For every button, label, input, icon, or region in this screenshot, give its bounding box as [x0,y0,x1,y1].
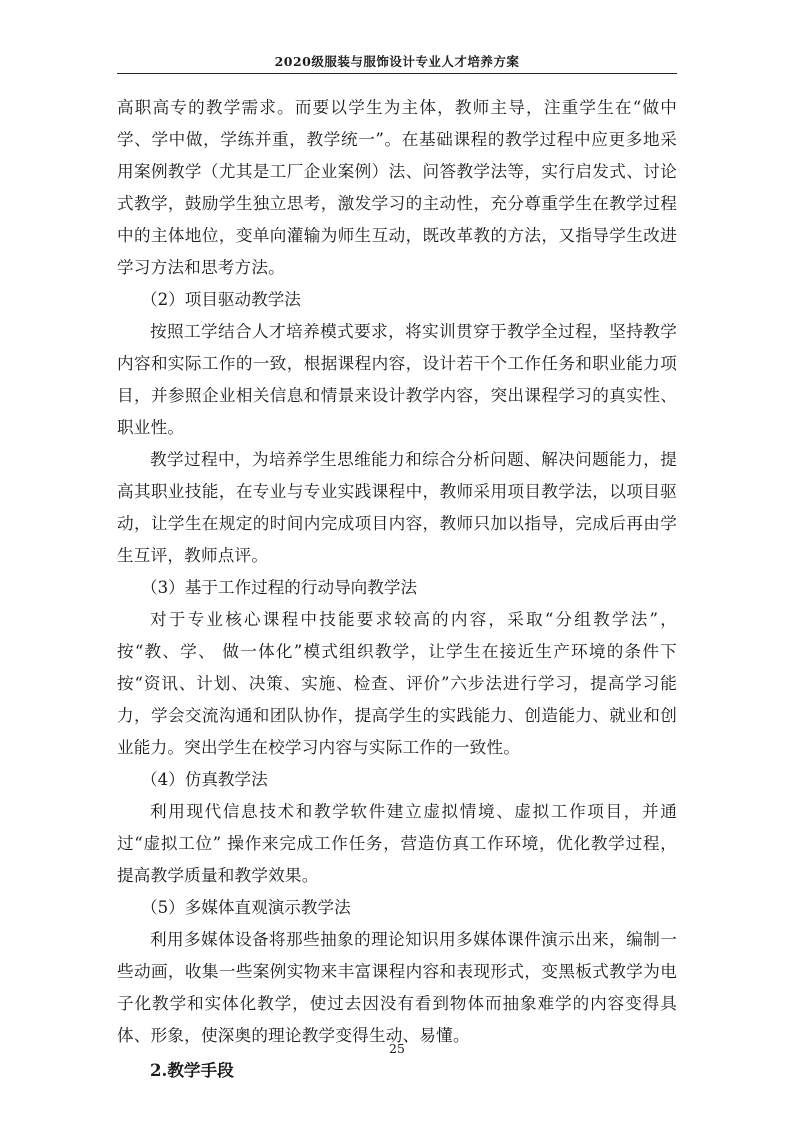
section-heading-multimedia: （5）多媒体直观演示教学法 [141,898,351,917]
page-number: 25 [389,1041,405,1056]
paragraph: 对于专业核心课程中技能要求较高的内容，采取“分组教学法”，按“教、学、 做一体化”模式组织教学，让学生在接近生产环境的条件下按“资讯、计划、决策、实施、检查、评价”六步法进行学习，提高学习能力，学会交流沟通和团队协作，提高学生的实践能力、创造能力、就业和创业能力。突出学生在校学习内容与实际工作的一致性。 [117,610,677,757]
section-heading-project-driven: （2）项目驱动教学法 [141,290,301,309]
paragraph: 按照工学结合人才培养模式要求，将实训贯穿于教学全过程，坚持教学内容和实际工作的一致，根据课程内容，设计若干个工作任务和职业能力项目，并参照企业相关信息和情景来设计教学内容，突出课程学习的真实性、职业性。 [117,322,677,437]
paragraph: 利用多媒体设备将那些抽象的理论知识用多媒体课件演示出来，编制一些动画，收集一些案例实物来丰富课程内容和表现形式，变黑板式教学为电子化教学和实体化教学，使过去因没有看到物体而抽象难学的内容变得具体、形象，使深奥的理论教学变得生动、易懂。 [117,930,677,1045]
paragraph-continued: 高职高专的教学需求。而要以学生为主体，教师主导，注重学生在“做中学、学中做，学练并重，教学统一”。在基础课程的教学过程中应更多地采用案例教学（尤其是工厂企业案例）法、问答教学法等，实行启发式、讨论式教学，鼓励学生独立思考，激发学习的主动性，充分尊重学生在教学过程中的主体地位，变单向灌输为师生互动，既改革教的方法，又指导学生改进学习方法和思考方法。 [117,98,677,277]
section-heading-simulation: （4）仿真教学法 [141,770,268,789]
section-heading-teaching-means: 2.教学手段 [150,1060,234,1080]
header-divider [117,73,677,74]
body-text [117,92,677,1086]
section-heading-action-oriented: （3）基于工作过程的行动导向教学法 [141,578,418,597]
paragraph: 利用现代信息技术和教学软件建立虚拟情境、虚拟工作项目，并通过“虚拟工位” 操作来完成工作任务，营造仿真工作环境，优化教学过程，提高教学质量和教学效果。 [117,802,677,885]
running-header-title: 2020级服装与服饰设计专业人才培养方案 [274,54,520,69]
paragraph: 教学过程中，为培养学生思维能力和综合分析问题、解决问题能力，提高其职业技能，在专业与专业实践课程中，教师采用项目教学法，以项目驱动，让学生在规定的时间内完成项目内容，教师只加以指导，完成后再由学生互评，教师点评。 [117,450,677,565]
